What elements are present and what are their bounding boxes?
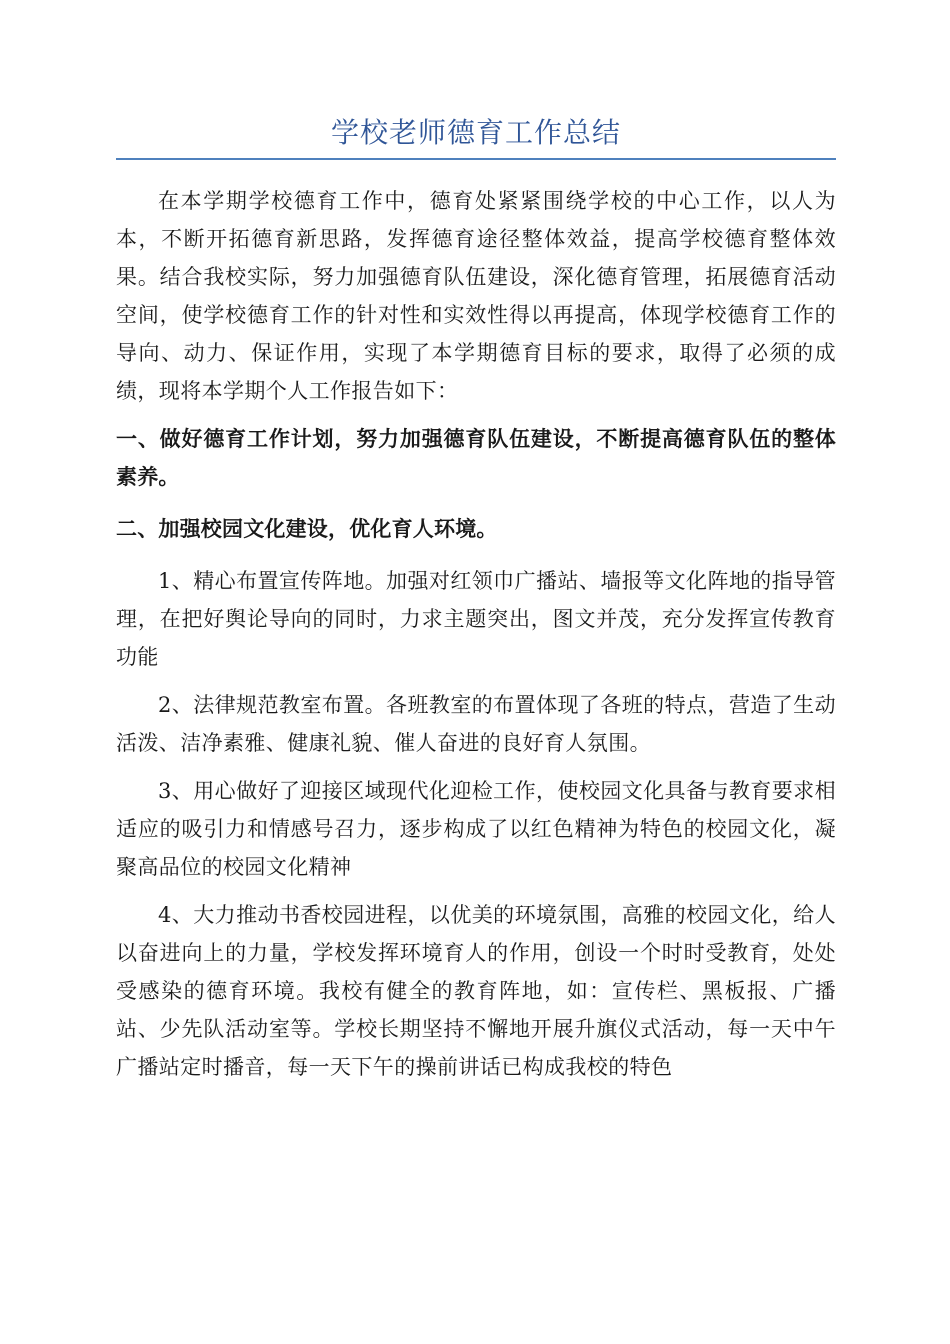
intro-paragraph: 在本学期学校德育工作中，德育处紧紧围绕学校的中心工作，以人为本，不断开拓德育新思路，发挥德育途径整体效益，提高学校德育整体效果。结合我校实际，努力加强德育队伍建设，深化德育管理，拓展德育活动空间，使学校德育工作的针对性和实效性得以再提高，体现学校德育工作的导向、动力、保证作用，实现了本学期德育目标的要求，取得了必须的成绩，现将本学期个人工作报告如下：	[116, 189, 836, 403]
list-item: 2、法律规范教室布置。各班教室的布置体现了各班的特点，营造了生动活泼、洁净素雅、健康礼貌、催人奋进的良好育人氛围。	[116, 693, 836, 755]
section-heading-2: 二、加强校园文化建设，优化育人环境。	[116, 517, 498, 541]
document-title: 学校老师德育工作总结	[330, 116, 621, 149]
document-page	[116, 104, 836, 1096]
section-heading-1: 一、做好德育工作计划，努力加强德育队伍建设，不断提高德育队伍的整体素养。	[116, 427, 836, 489]
title-underline	[116, 158, 836, 160]
list-item: 3、用心做好了迎接区域现代化迎检工作，使校园文化具备与教育要求相适应的吸引力和情感号召力，逐步构成了以红色精神为特色的校园文化，凝聚高品位的校园文化精神	[116, 779, 836, 879]
list-item: 4、大力推动书香校园进程，以优美的环境氛围，高雅的校园文化，给人以奋进向上的力量，学校发挥环境育人的作用，创设一个时时受教育，处处受感染的德育环境。我校有健全的教育阵地，如：宣传栏、黑板报、广播站、少先队活动室等。学校长期坚持不懈地开展升旗仪式活动，每一天中午广播站定时播音，每一天下午的操前讲话已构成我校的特色	[116, 903, 836, 1079]
list-item: 1、精心布置宣传阵地。加强对红领巾广播站、墙报等文化阵地的指导管理，在把好舆论导向的同时，力求主题突出，图文并茂，充分发挥宣传教育功能	[116, 569, 836, 669]
